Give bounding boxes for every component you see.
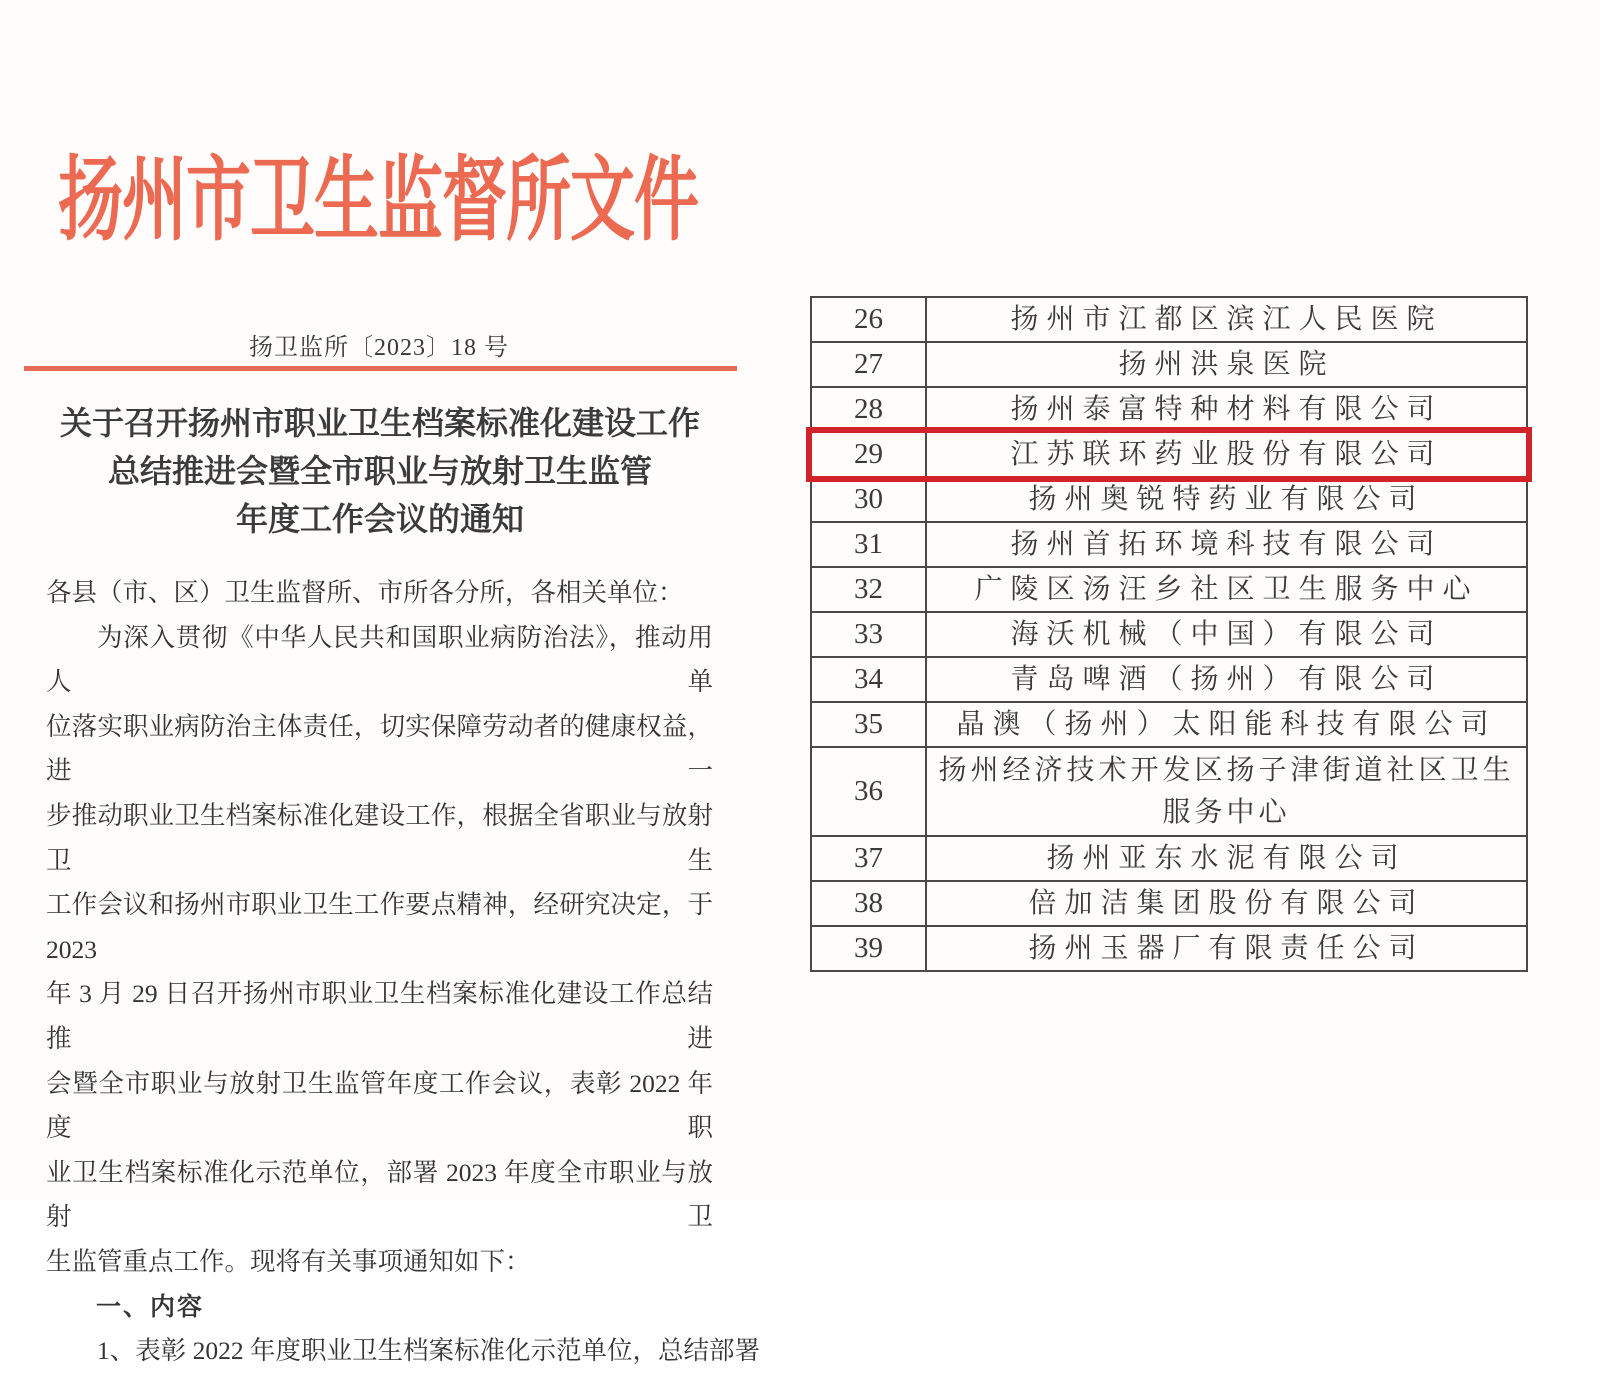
company-name-cell: 扬州首拓环境科技有限公司 [926, 522, 1527, 567]
body-line: 会暨全市职业与放射卫生监管年度工作会议，表彰 2022 年度职 [46, 1068, 713, 1143]
awarded-companies-table [810, 296, 1528, 972]
body-line: 年 3 月 29 日召开扬州市职业卫生档案标准化建设工作总结推进 [46, 979, 713, 1053]
table-row [811, 881, 1527, 926]
notice-title-line: 总结推进会暨全市职业与放射卫生监管 [107, 453, 652, 489]
company-name-cell: 扬州市江都区滨江人民医院 [926, 297, 1527, 342]
company-name-cell: 扬州亚东水泥有限公司 [926, 836, 1527, 881]
body-line: 1、表彰 2022 年度职业卫生档案标准化示范单位，总结部署 [97, 1336, 761, 1366]
table-row-highlighted [811, 432, 1527, 477]
body-line: 各县（市、区）卫生监督所、市所各分所，各相关单位： [46, 578, 684, 607]
notice-title [40, 399, 720, 543]
table-row [811, 926, 1527, 971]
notice-title-line: 年度工作会议的通知 [235, 501, 524, 537]
body-line: 一、内容 [96, 1292, 205, 1321]
company-name-cell: 晶澳（扬州）太阳能科技有限公司 [926, 702, 1527, 747]
row-number-cell: 38 [811, 881, 926, 926]
red-divider-line [24, 366, 737, 371]
body-line: 位落实职业病防治主体责任，切实保障劳动者的健康权益，进一 [46, 711, 713, 786]
company-name-cell: 江苏联环药业股份有限公司 [926, 432, 1527, 477]
row-number-cell: 30 [811, 477, 926, 522]
body-line: 生监管重点工作。现将有关事项通知如下： [46, 1246, 531, 1276]
company-name-cell: 扬州经济技术开发区扬子津街道社区卫生服务中心 [926, 747, 1527, 836]
row-number-cell: 35 [811, 702, 926, 747]
company-name-cell: 海沃机械（中国）有限公司 [926, 612, 1527, 657]
body-line: 业卫生档案标准化示范单位，部署 2023 年度全市职业与放射卫 [46, 1157, 713, 1232]
table-row [811, 612, 1527, 657]
row-number-cell: 39 [811, 926, 926, 971]
agency-banner-title: 扬州市卫生监督所文件 [58, 150, 699, 253]
companies-table-body [811, 297, 1527, 971]
document-number: 扬卫监所〔2023〕18 号 [249, 335, 509, 361]
company-name-cell: 广陵区汤汪乡社区卫生服务中心 [926, 567, 1527, 612]
table-row [811, 522, 1527, 567]
table-row [811, 297, 1527, 342]
row-number-cell: 34 [811, 657, 926, 702]
row-number-cell: 37 [811, 836, 926, 881]
row-number-cell: 32 [811, 567, 926, 612]
table-row [811, 836, 1527, 881]
document-body [46, 571, 761, 1374]
table-row [811, 747, 1527, 836]
row-number-cell: 26 [811, 297, 926, 342]
body-line: 步推动职业卫生档案标准化建设工作，根据全省职业与放射卫生 [46, 800, 713, 875]
company-name-cell: 扬州泰富特种材料有限公司 [926, 387, 1527, 432]
company-name-cell: 扬州奥锐特药业有限公司 [926, 477, 1527, 522]
body-line: 工作会议和扬州市职业卫生工作要点精神，经研究决定，于 2023 [46, 890, 713, 964]
company-name-cell: 倍加洁集团股份有限公司 [926, 881, 1527, 926]
row-number-cell: 36 [811, 747, 926, 836]
table-row [811, 702, 1527, 747]
table-row [811, 387, 1527, 432]
row-number-cell: 28 [811, 387, 926, 432]
row-number-cell: 33 [811, 612, 926, 657]
notice-title-line: 关于召开扬州市职业卫生档案标准化建设工作 [59, 405, 700, 441]
table-row [811, 657, 1527, 702]
body-line: 为深入贯彻《中华人民共和国职业病防治法》，推动用人单 [46, 622, 713, 697]
row-number-cell: 31 [811, 522, 926, 567]
row-number-cell: 27 [811, 342, 926, 387]
table-row [811, 567, 1527, 612]
row-number-cell: 29 [811, 432, 926, 477]
table-row [811, 342, 1527, 387]
company-name-cell: 青岛啤酒（扬州）有限公司 [926, 657, 1527, 702]
company-name-cell: 扬州洪泉医院 [926, 342, 1527, 387]
company-name-cell: 扬州玉器厂有限责任公司 [926, 926, 1527, 971]
table-row [811, 477, 1527, 522]
